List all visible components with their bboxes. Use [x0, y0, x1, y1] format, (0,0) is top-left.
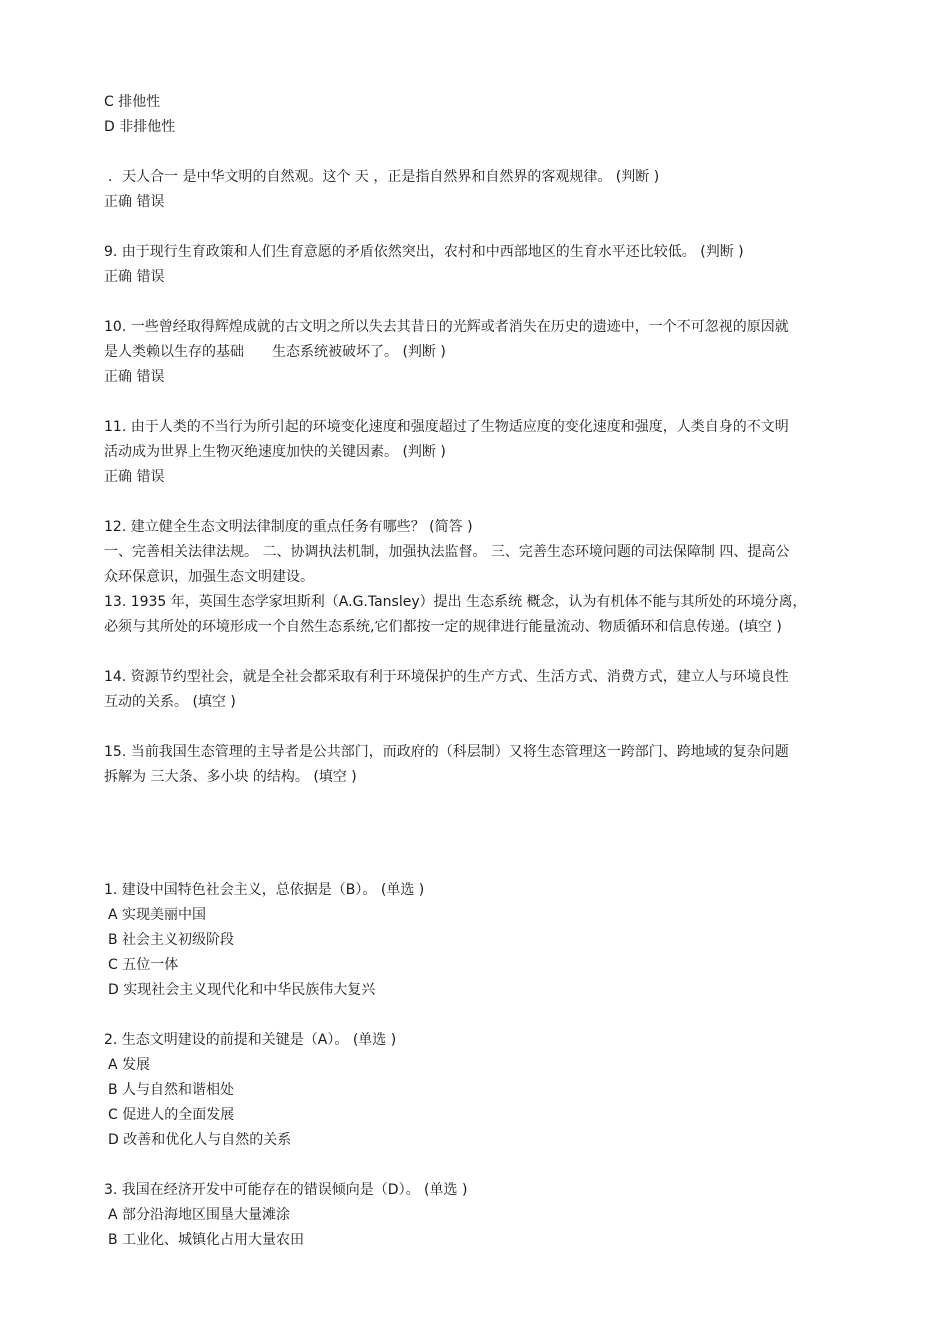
question-12-answer-line2: 众环保意识，加强生态文明建设。 [104, 569, 314, 585]
question-15-line1: 15. 当前我国生态管理的主导者是公共部门，而政府的（科层制）又将生态管理这一跨部门、跨地域的复杂问题 [104, 744, 789, 760]
single-choice-1: 1. 建设中国特色社会主义，总依据是（B）。 (单选 ) [104, 882, 425, 898]
single-choice-2-option-a: A 发展 [108, 1057, 151, 1073]
single-choice-3: 3. 我国在经济开发中可能存在的错误倾向是（D）。 (单选 ) [104, 1182, 468, 1198]
question-10-line1: 10. 一些曾经取得辉煌成就的古文明之所以失去其昔日的光辉或者消失在历史的遗迹中，一个不可忽视的原因就 [104, 319, 789, 335]
question-11-answer: 正确 错误 [104, 469, 165, 485]
single-choice-3-option-b: B 工业化、城镇化占用大量农田 [108, 1232, 305, 1248]
single-choice-1-option-a: A 实现美丽中国 [108, 907, 207, 923]
document-page [104, 90, 849, 1253]
single-choice-2: 2. 生态文明建设的前提和关键是（A）。 (单选 ) [104, 1032, 397, 1048]
single-choice-1-option-d: D 实现社会主义现代化和中华民族伟大复兴 [108, 982, 376, 998]
option-c: C 排他性 [104, 94, 161, 110]
single-choice-2-option-b: B 人与自然和谐相处 [108, 1082, 235, 1098]
question-9-answer: 正确 错误 [104, 269, 165, 285]
question-11-line1: 11. 由于人类的不当行为所引起的环境变化速度和强度超过了生物适应度的变化速度和强度，人类自身的不文明 [104, 419, 789, 435]
question-10-line2: 是人类赖以生存的基础 生态系统被破坏了。 (判断 ) [104, 344, 446, 360]
single-choice-1-option-b: B 社会主义初级阶段 [108, 932, 235, 948]
question-9: 9. 由于现行生育政策和人们生育意愿的矛盾依然突出，农村和中西部地区的生育水平还比较低。 (判断 ) [104, 244, 744, 260]
question-14-line2: 互动的关系。 (填空 ) [104, 694, 236, 710]
question-10-answer: 正确 错误 [104, 369, 165, 385]
question-11-line2: 活动成为世界上生物灭绝速度加快的关键因素。 (判断 ) [104, 444, 446, 460]
question-12: 12. 建立健全生态文明法律制度的重点任务有哪些？ (简答 ) [104, 519, 473, 535]
single-choice-2-option-c: C 促进人的全面发展 [108, 1107, 235, 1123]
question-14-line1: 14. 资源节约型社会，就是全社会都采取有利于环境保护的生产方式、生活方式、消费方式，建立人与环境良性 [104, 669, 789, 685]
single-choice-2-option-d: D 改善和优化人与自然的关系 [108, 1132, 292, 1148]
question-13-line1: 13. 1935 年，英国生态学家坦斯利（A.G.Tansley）提出 生态系统 概念，认为有机体不能与其所处的环境分离， [104, 594, 807, 610]
single-choice-1-option-c: C 五位一体 [108, 957, 179, 973]
option-d: D 非排他性 [104, 119, 176, 135]
question-8-answer: 正确 错误 [104, 194, 165, 210]
question-13-line2: 必须与其所处的环境形成一个自然生态系统,它们都按一定的规律进行能量流动、物质循环和信息传递。(填空 ) [104, 619, 782, 635]
question-12-answer-line1: 一、完善相关法律法规。 二、协调执法机制，加强执法监督。 三、完善生态环境问题的司法保障制 四、提高公 [104, 544, 790, 560]
single-choice-3-option-a: A 部分沿海地区围垦大量滩涂 [108, 1207, 291, 1223]
question-8: ．天人合一 是中华文明的自然观。这个 天 ，正是指自然界和自然界的客观规律。 (判断 ) [108, 169, 660, 185]
question-15-line2: 拆解为 三大条、多小块 的结构。 (填空 ) [104, 769, 357, 785]
